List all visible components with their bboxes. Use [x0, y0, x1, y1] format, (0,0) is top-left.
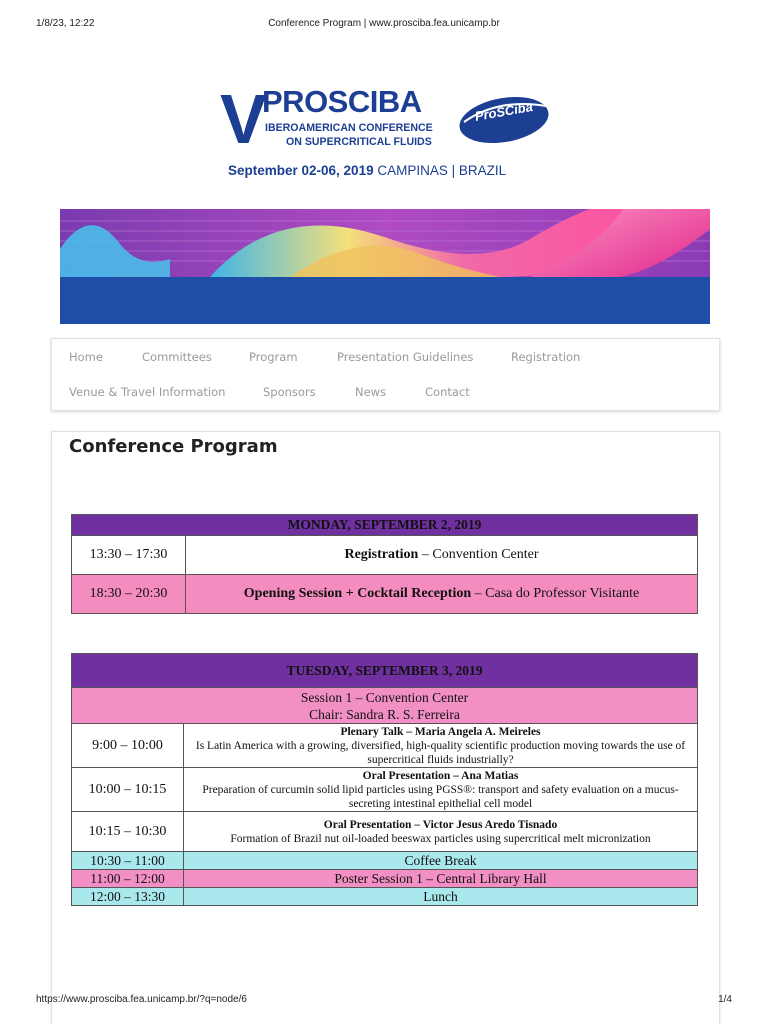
- tuesday-schedule-table: [71, 653, 698, 906]
- talk-info: [184, 812, 698, 852]
- nav-item-home[interactable]: Home: [69, 350, 103, 364]
- schedule-time: 11:00 – 12:00: [72, 870, 184, 888]
- break-label: Poster Session 1 – Central Library Hall: [184, 870, 698, 888]
- table-row: [72, 768, 698, 812]
- schedule-time: 10:00 – 10:15: [72, 768, 184, 812]
- table-row: [72, 888, 698, 906]
- schedule-time: 10:15 – 10:30: [72, 812, 184, 852]
- schedule-time: 12:00 – 13:30: [72, 888, 184, 906]
- conference-date: [228, 163, 506, 179]
- talk-title: Preparation of curcumin solid lipid particles using PGSS®: transport and safety evaluation on a mucus-secreting intestinal epithelial cell model: [202, 783, 679, 810]
- talk-info: [184, 768, 698, 812]
- nav-item-committees[interactable]: Committees: [142, 350, 212, 364]
- schedule-time: 9:00 – 10:00: [72, 724, 184, 768]
- logo-subtitle-line1: IBEROAMERICAN CONFERENCE: [265, 122, 433, 134]
- logo-name: PROSCIBA: [262, 84, 422, 119]
- session-info: [72, 688, 698, 724]
- break-label: Lunch: [184, 888, 698, 906]
- schedule-time: 10:30 – 11:00: [72, 852, 184, 870]
- nav-item-presentation-guidelines[interactable]: Presentation Guidelines: [337, 350, 474, 364]
- monday-header: MONDAY, SEPTEMBER 2, 2019: [72, 515, 698, 536]
- table-row: [72, 724, 698, 768]
- talk-title: Formation of Brazil nut oil-loaded beeswax particles using supercritical melt micronization: [230, 832, 651, 845]
- session-chair: Chair: Sandra R. S. Ferreira: [309, 706, 460, 722]
- conference-place: CAMPINAS | BRAZIL: [377, 163, 507, 178]
- schedule-event: [186, 575, 698, 614]
- schedule-time: 18:30 – 20:30: [72, 575, 186, 614]
- table-row: [72, 654, 698, 688]
- table-row: [72, 852, 698, 870]
- print-url: https://www.prosciba.fea.unicamp.br/?q=node/6: [36, 994, 247, 1005]
- event-location: – Casa do Professor Visitante: [471, 586, 640, 601]
- print-header: [36, 18, 732, 32]
- event-title: Registration: [344, 547, 419, 562]
- break-label: Coffee Break: [184, 852, 698, 870]
- talk-type: Oral Presentation – Ana Matias: [362, 769, 519, 782]
- badge-text: ProSCiba: [473, 98, 534, 124]
- table-row: [72, 575, 698, 614]
- print-page-number: 1/4: [718, 994, 732, 1005]
- talk-title: Is Latin America with a growing, diversified, high-quality scientific production moving towards the use of supercritical fluids industrially?: [195, 739, 686, 766]
- table-row: [72, 536, 698, 575]
- logo-numeral: V: [220, 80, 265, 158]
- session-title: Session 1 – Convention Center: [300, 689, 469, 705]
- tuesday-header: TUESDAY, SEPTEMBER 3, 2019: [72, 654, 698, 688]
- talk-type: Oral Presentation – Victor Jesus Aredo Tisnado: [323, 818, 558, 831]
- table-row: [72, 688, 698, 724]
- schedule-time: 13:30 – 17:30: [72, 536, 186, 575]
- schedule-event: [186, 536, 698, 575]
- table-row: [72, 870, 698, 888]
- nav-item-venue-travel[interactable]: Venue & Travel Information: [69, 385, 226, 399]
- table-row: [72, 812, 698, 852]
- monday-schedule-table: [71, 514, 698, 614]
- prosciba-badge-logo: [458, 92, 550, 144]
- table-row: [72, 515, 698, 536]
- logo-subtitle-line2: ON SUPERCRITICAL FLUIDS: [286, 136, 432, 148]
- talk-info: [184, 724, 698, 768]
- conference-logo: [220, 80, 550, 194]
- print-footer: [36, 994, 732, 1008]
- nav-item-program[interactable]: Program: [249, 350, 298, 364]
- print-datetime: 1/8/23, 12:22: [36, 18, 95, 29]
- conference-date-bold: September 02-06, 2019: [228, 163, 374, 178]
- main-navigation: [51, 338, 720, 411]
- nav-item-registration[interactable]: Registration: [511, 350, 581, 364]
- hero-banner-image: [60, 209, 710, 324]
- nav-item-news[interactable]: News: [355, 385, 387, 399]
- event-title: Opening Session + Cocktail Reception: [243, 586, 472, 601]
- event-location: – Convention Center: [418, 547, 539, 562]
- nav-item-contact[interactable]: Contact: [425, 385, 470, 399]
- nav-item-sponsors[interactable]: Sponsors: [263, 385, 316, 399]
- page-title: Conference Program: [69, 436, 278, 457]
- print-title: Conference Program | www.prosciba.fea.unicamp.br: [268, 18, 500, 29]
- talk-type: Plenary Talk – Maria Angela A. Meireles: [340, 725, 541, 738]
